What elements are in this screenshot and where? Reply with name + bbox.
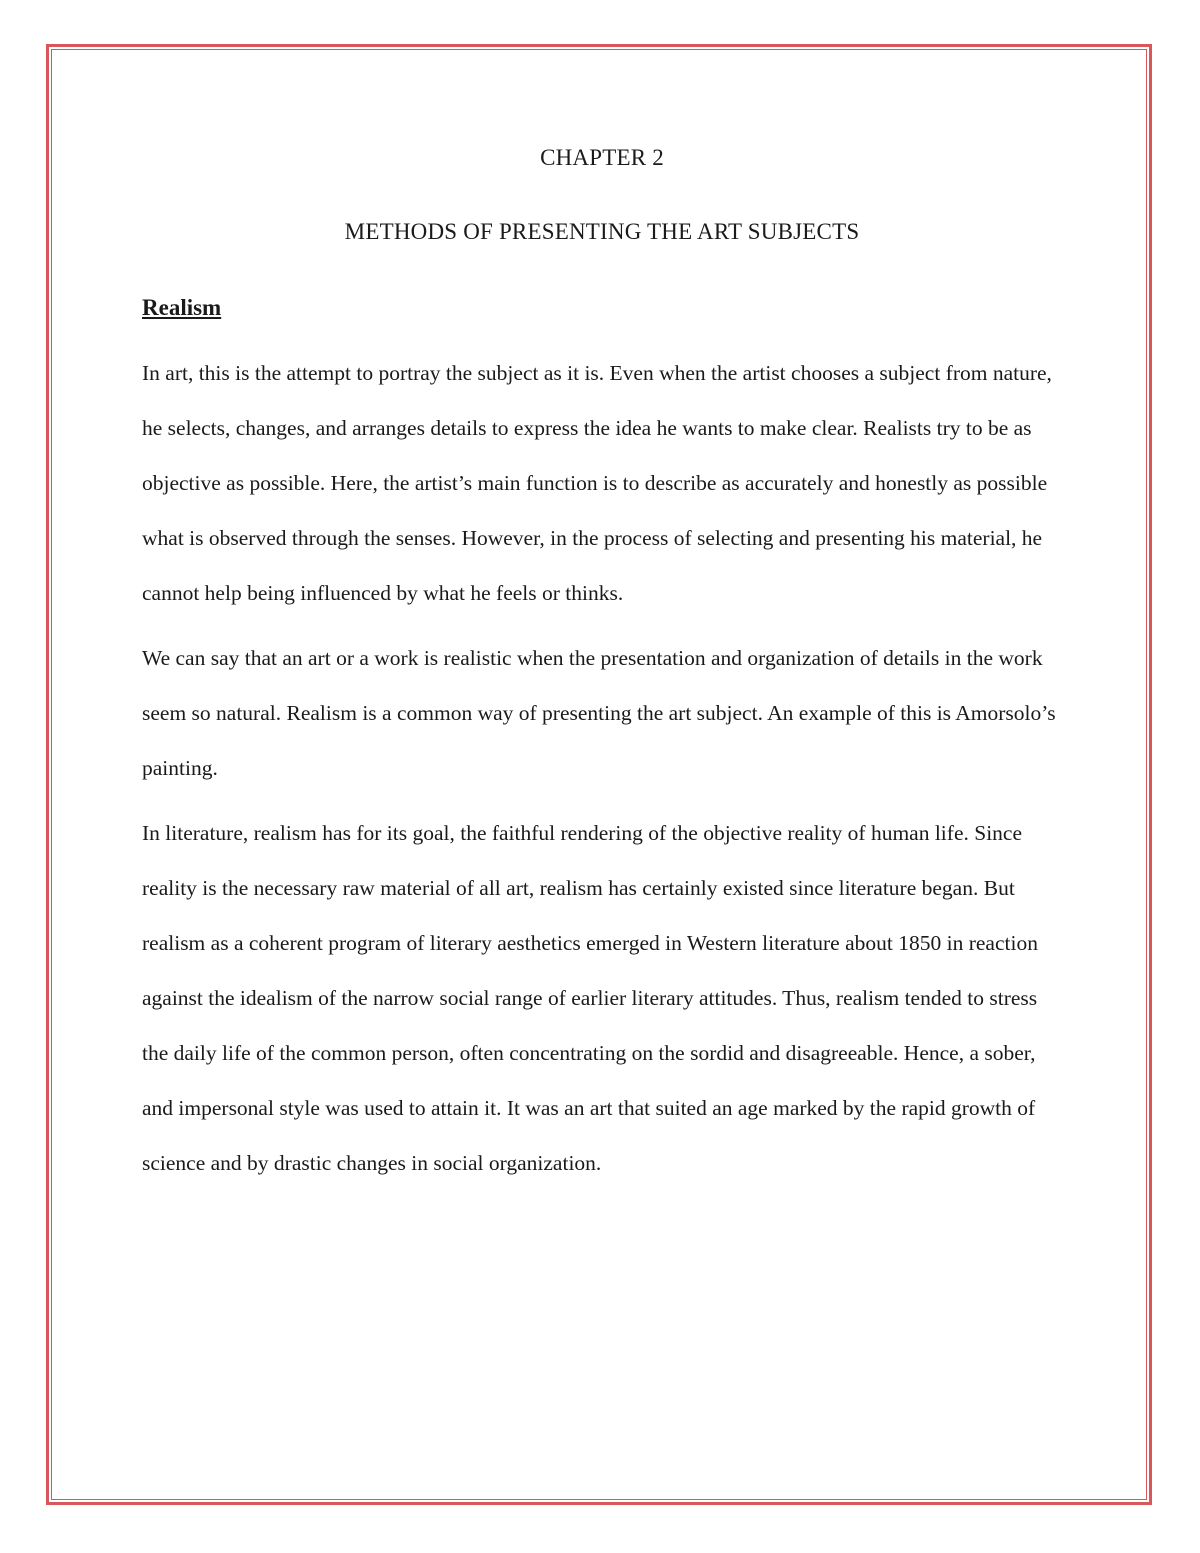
chapter-title: METHODS OF PRESENTING THE ART SUBJECTS: [344, 219, 860, 244]
document-body: [142, 140, 1062, 1191]
section-heading: Realism: [142, 295, 222, 320]
paragraph: In literature, realism has for its goal, the faithful rendering of the objective reality of human life. Since reality is the necessary raw material of all art, realism has certainly existed since literature began. But realism as a coherent program of literary aesthetics emerged in Western literature about 1850 in reaction against the idealism of the narrow social range of earlier literary attitudes. Thus, realism tended to stress the daily life of the common person, often concentrating on the sordid and disagreeable. Hence, a sober, and impersonal style was used to attain it. It was an art that suited an age marked by the rapid growth of science and by drastic changes in social organization.: [142, 821, 1038, 1175]
paragraph: We can say that an art or a work is realistic when the presentation and organization of details in the work seem so natural. Realism is a common way of presenting the art subject. An example of this is Amorsolo’s painting.: [142, 646, 1056, 780]
paragraph: In art, this is the attempt to portray the subject as it is. Even when the artist chooses a subject from nature, he selects, changes, and arranges details to express the idea he wants to make clear. Realists try to be as objective as possible. Here, the artist’s main function is to describe as accurately and honestly as possible what is observed through the senses. However, in the process of selecting and presenting his material, he cannot help being influenced by what he feels or thinks.: [142, 361, 1052, 605]
chapter-label: CHAPTER 2: [540, 145, 664, 170]
